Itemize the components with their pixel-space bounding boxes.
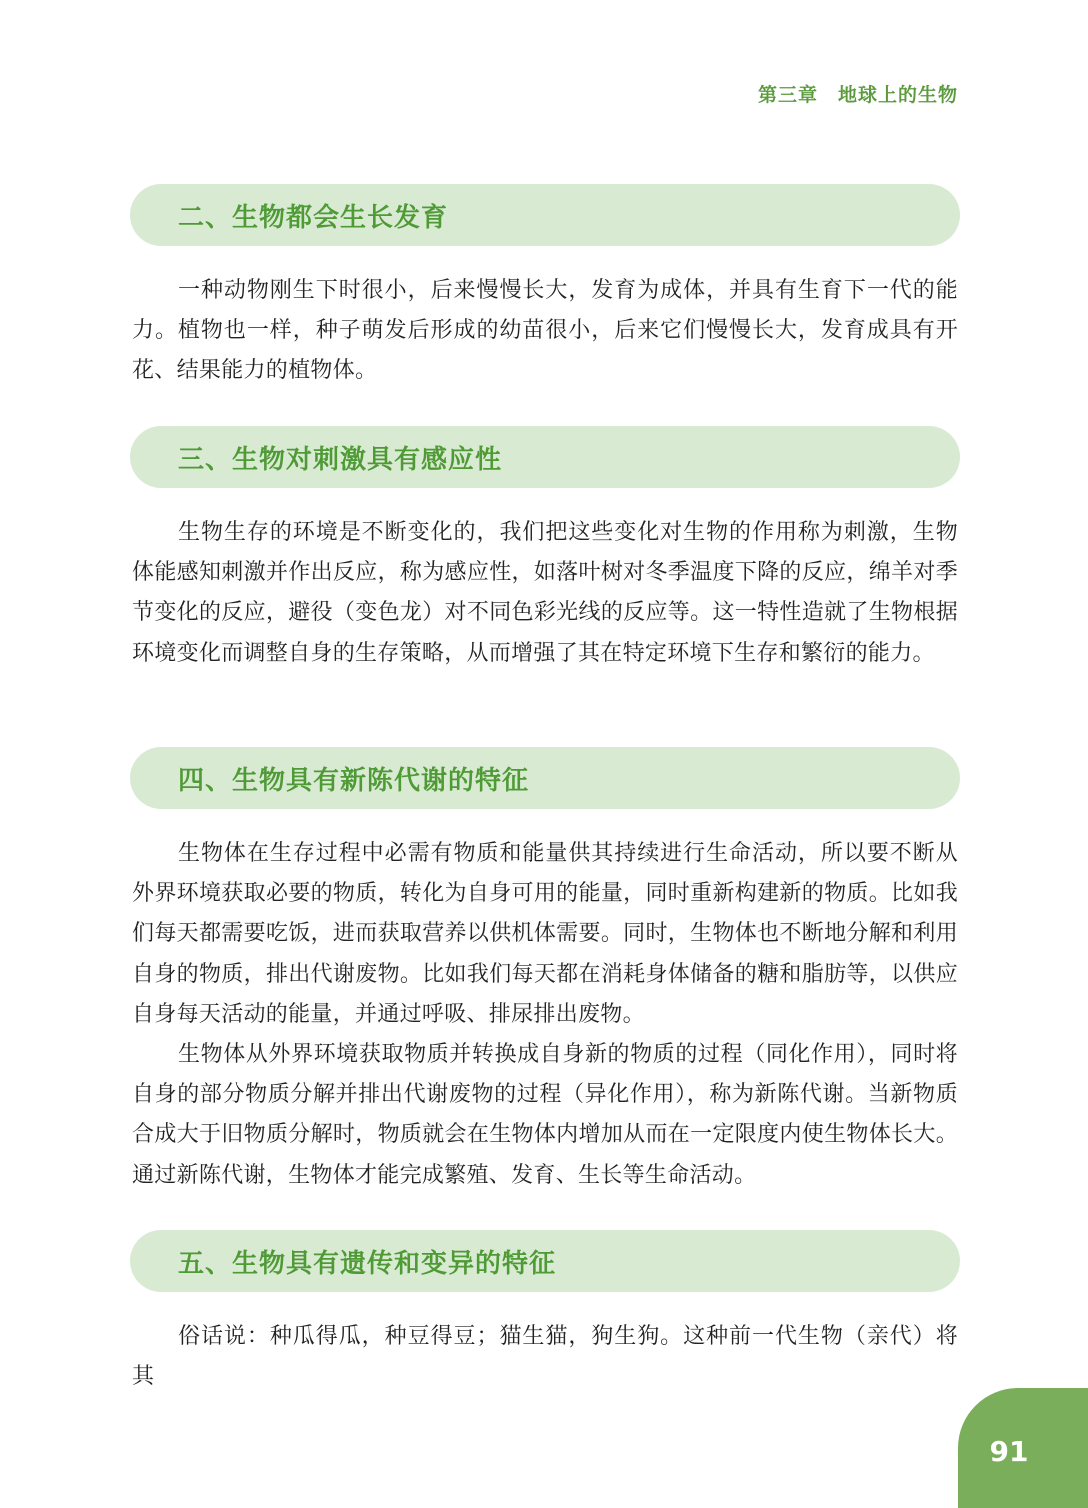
page-number: 91 <box>989 1434 1029 1468</box>
chapter-title: 地球上的生物 <box>837 84 958 106</box>
body-paragraph: 生物体从外界环境获取物质并转换成自身新的物质的过程（同化作用），同时将自身的部分物质分解并排出代谢废物的过程（异化作用），称为新陈代谢。当新物质合成大于旧物质分解时，物质就会在生物体内增加从而在一定限度内使生物体长大。通过新陈代谢，生物体才能完成繁殖、发育、生长等生命活动。 <box>132 1042 958 1188</box>
section-heading-bar <box>130 747 960 809</box>
section-heading: 三、生物对刺激具有感应性 <box>178 444 503 475</box>
body-paragraph: 生物体在生存过程中必需有物质和能量供其持续进行生命活动，所以要不断从外界环境获取必要的物质，转化为自身可用的能量，同时重新构建新的物质。比如我们每天都需要吃饭，进而获取营养以供机体需要。同时，生物体也不断地分解和利用自身的物质，排出代谢废物。比如我们每天都在消耗身体储备的糖和脂肪等，以供应自身每天活动的能量，并通过呼吸、排尿排出废物。 <box>132 841 958 1027</box>
section-heading-bar <box>130 184 960 246</box>
chapter-number: 第三章 <box>757 84 818 106</box>
section-heading: 四、生物具有新陈代谢的特征 <box>178 765 530 796</box>
section-heading-bar <box>130 426 960 488</box>
body-paragraph: 生物生存的环境是不断变化的，我们把这些变化对生物的作用称为刺激，生物体能感知刺激并作出反应，称为感应性，如落叶树对冬季温度下降的反应，绵羊对季节变化的反应，避役（变色龙）对不同色彩光线的反应等。这一特性造就了生物根据环境变化而调整自身的生存策略，从而增强了其在特定环境下生存和繁衍的能力。 <box>132 520 958 666</box>
body-paragraph: 俗话说：种瓜得瓜，种豆得豆；猫生猫，狗生狗。这种前一代生物（亲代）将其 <box>132 1324 958 1390</box>
body-paragraph: 一种动物刚生下时很小，后来慢慢长大，发育为成体，并具有生育下一代的能力。植物也一样，种子萌发后形成的幼苗很小，后来它们慢慢长大，发育成具有开花、结果能力的植物体。 <box>132 278 958 384</box>
section-heading: 五、生物具有遗传和变异的特征 <box>178 1248 557 1279</box>
page-number-tab <box>958 1388 1088 1508</box>
section-heading: 二、生物都会生长发育 <box>178 202 449 233</box>
running-head <box>758 80 958 107</box>
section-heading-bar <box>130 1230 960 1292</box>
